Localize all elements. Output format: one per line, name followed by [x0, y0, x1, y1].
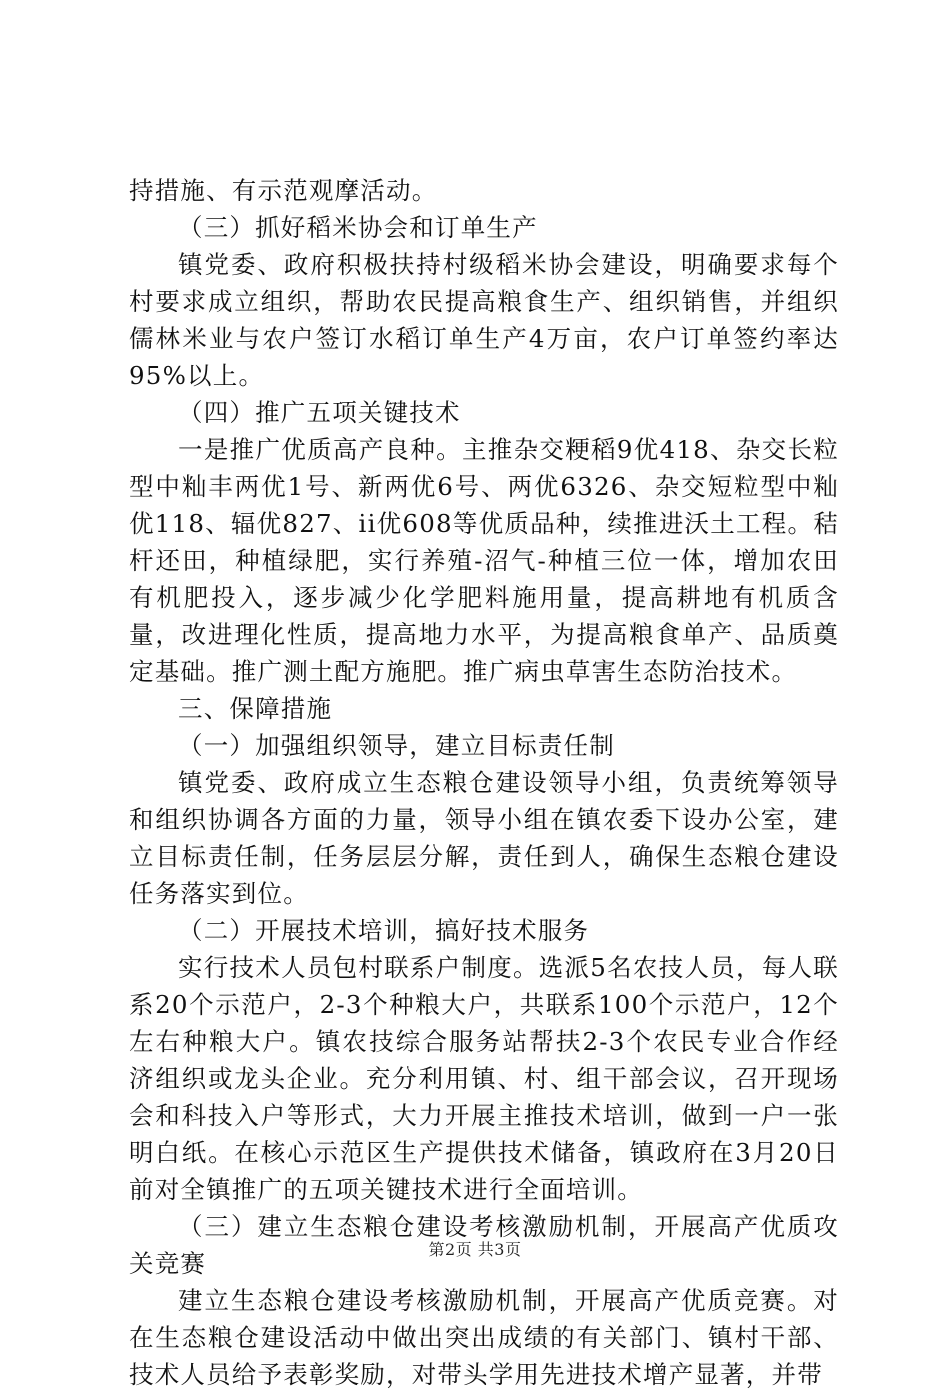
section-heading: （三）建立生态粮仓建设考核激励机制，开展高产优质攻关竞赛	[129, 1212, 839, 1278]
section-heading: 三、保障措施	[178, 694, 333, 723]
paragraph: 持措施、有示范观摩活动。	[129, 176, 438, 205]
paragraph: 镇党委、政府成立生态粮仓建设领导小组，负责统筹领导和组织协调各方面的力量，领导小组在镇农委下设办公室，建立目标责任制，任务层层分解，责任到人，确保生态粮仓建设任务落实到位。	[129, 768, 839, 908]
paragraph: 实行技术人员包村联系户制度。选派5名农技人员，每人联系20个示范户，2-3个种粮大户，共联系100个示范户，12个左右种粮大户。镇农技综合服务站帮扶2-3个农民专业合作经济组织或龙头企业。充分利用镇、村、组干部会议，召开现场会和科技入户等形式，大力开展主推技术培训，做到一户一张明白纸。在核心示范区生产提供技术储备，镇政府在3月20日前对全镇推广的五项关键技术进行全面培训。	[129, 953, 839, 1204]
section-heading: （一）加强组织领导，建立目标责任制	[178, 731, 615, 760]
section-heading: （三）抓好稻米协会和订单生产	[178, 213, 538, 242]
page-footer	[0, 1237, 950, 1260]
paragraph: 镇党委、政府积极扶持村级稻米协会建设，明确要求每个村要求成立组织，帮助农民提高粮食生产、组织销售，并组织儒林米业与农户签订水稻订单生产4万亩，农户订单签约率达95%以上。	[129, 250, 839, 390]
section-heading: （二）开展技术培训，搞好技术服务	[178, 916, 590, 945]
paragraph: 一是推广优质高产良种。主推杂交粳稻9优418、杂交长粒型中籼丰两优1号、新两优6号、两优6326、杂交短粒型中籼优118、辐优827、ii优608等优质品种，续推进沃土工程。秸杆还田，种植绿肥，实行养殖-沼气-种植三位一体，增加农田有机肥投入，逐步减少化学肥料施用量，提高耕地有机质含量，改进理化性质，提高地力水平，为提高粮食单产、品质奠定基础。推广测土配方施肥。推广病虫草害生态防治技术。	[129, 435, 839, 686]
document-body	[129, 172, 839, 1393]
paragraph: 建立生态粮仓建设考核激励机制，开展高产优质竞赛。对在生态粮仓建设活动中做出突出成绩的有关部门、镇村干部、技术人员给予表彰奖励，对带头学用先进技术增产显著，并带	[129, 1286, 839, 1389]
page-number: 第2页 共3页	[428, 1240, 522, 1259]
section-heading: （四）推广五项关键技术	[178, 398, 461, 427]
